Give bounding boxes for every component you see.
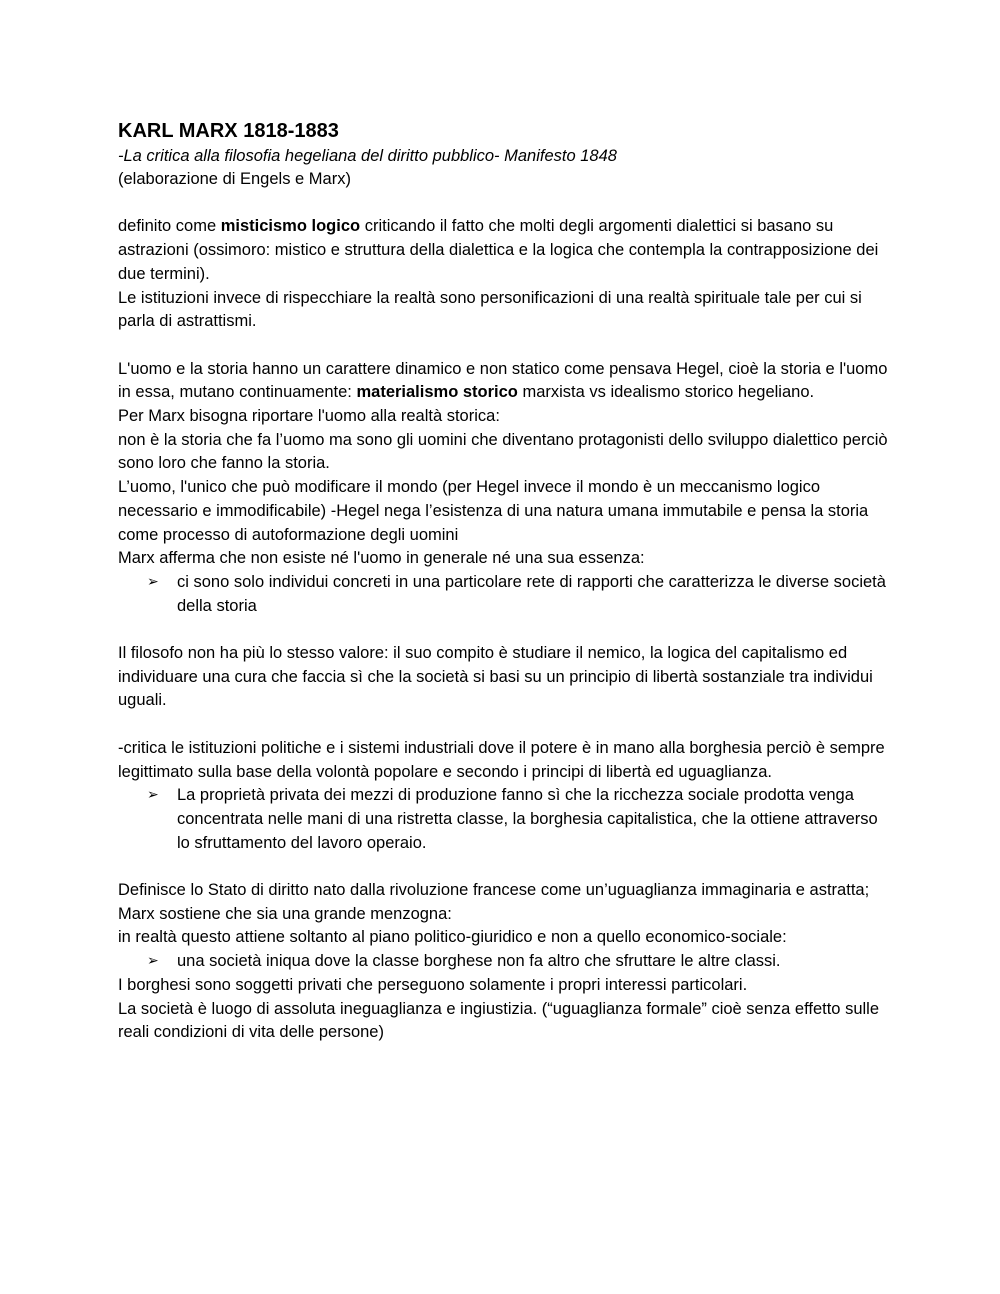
list-item-text: una società iniqua dove la classe borghese non fa altro che sfruttare le altre classi. bbox=[177, 952, 781, 971]
text-span: definito come bbox=[118, 217, 221, 236]
document-note: (elaborazione di Engels e Marx) bbox=[118, 170, 351, 188]
text-span: marxista vs idealismo storico hegeliano. bbox=[517, 383, 815, 402]
text-span: L'uomo e la storia hanno un carattere dinamico e non statico come pensava Hegel, cioè la storia e l'uomo in essa, mutano continuamente: bbox=[118, 359, 888, 402]
paragraph-piano-politico: in realtà questo attiene soltanto al piano politico-giuridico e non a quello economico-sociale: bbox=[118, 928, 787, 947]
title-years: 1818-1883 bbox=[237, 120, 339, 142]
paragraph-societa: La società è luogo di assoluta ineguaglianza e ingiustizia. (“uguaglianza formale” cioè senza effetto sulle reali condizioni di vita delle persone) bbox=[118, 999, 880, 1042]
bullet-list bbox=[118, 571, 888, 618]
list-item bbox=[147, 950, 888, 974]
document-subtitle: -La critica alla filosofia hegeliana del diritto pubblico- Manifesto 1848 bbox=[118, 147, 617, 165]
paragraph-realta-storica: Per Marx bisogna riportare l'uomo alla realtà storica: bbox=[118, 407, 500, 425]
list-item-text: La proprietà privata dei mezzi di produzione fanno sì che la ricchezza sociale prodotta venga concentrata nelle mani di una ristretta classe, la borghesia capitalistica, che la ottiene attraverso lo sfruttamento del lavoro operaio. bbox=[177, 786, 878, 852]
text-span: criticando il fatto che molti degli argomenti dialettici si basano su astrazioni (ossimoro: mistico e struttura della dialettica e la logica che contempla la contrapposizione dei due termini). bbox=[118, 217, 879, 283]
paragraph-borghesi: I borghesi sono soggetti privati che perseguono solamente i propri interessi particolari. bbox=[118, 975, 748, 994]
bullet-list bbox=[118, 950, 888, 974]
paragraph-essenza: Marx afferma che non esiste né l'uomo in generale né una sua essenza: bbox=[118, 549, 645, 568]
bullet-list bbox=[118, 784, 888, 855]
paragraph-stato-diritto: Definisce lo Stato di diritto nato dalla rivoluzione francese come un’uguaglianza immaginaria e astratta; Marx sostiene che sia una grande menzogna: bbox=[118, 881, 870, 923]
arrow-bullet-icon: ➢ bbox=[147, 953, 159, 970]
document-page bbox=[118, 118, 888, 1045]
title-name: KARL MARX bbox=[118, 120, 238, 142]
paragraph-materialismo bbox=[118, 358, 888, 405]
paragraph-misticismo bbox=[118, 215, 888, 286]
list-item bbox=[147, 571, 888, 618]
arrow-bullet-icon: ➢ bbox=[147, 787, 159, 804]
arrow-bullet-icon: ➢ bbox=[147, 573, 159, 590]
paragraph-protagonisti: non è la storia che fa l’uomo ma sono gli uomini che diventano protagonisti dello sviluppo dialettico perciò sono loro che fanno la storia. bbox=[118, 430, 888, 473]
document-title bbox=[118, 118, 888, 144]
bold-term-materialismo: materialismo storico bbox=[356, 383, 518, 402]
paragraph-critica-istituzioni: -critica le istituzioni politiche e i sistemi industriali dove il potere è in mano alla borghesia perciò è sempre legittimato sulla base della volontà popolare e secondo i principi di libertà ed uguaglianza. bbox=[118, 738, 885, 781]
list-item bbox=[147, 784, 888, 855]
paragraph-istituzioni: Le istituzioni invece di rispecchiare la realtà sono personificazioni di una realtà spirituale tale per cui si parla di astrattismi. bbox=[118, 288, 862, 331]
bold-term-misticismo: misticismo logico bbox=[220, 217, 361, 236]
list-item-text: ci sono solo individui concreti in una particolare rete di rapporti che caratterizza le diverse società della storia bbox=[177, 572, 886, 615]
paragraph-uomo-modifica: L’uomo, l'unico che può modificare il mondo (per Hegel invece il mondo è un meccanismo logico necessario e immodificabile) -Hegel nega l’esistenza di una natura umana immutabile e pensa la storia come processo di autoformazione degli uomini bbox=[118, 478, 869, 544]
paragraph-filosofo: Il filosofo non ha più lo stesso valore: il suo compito è studiare il nemico, la logica del capitalismo ed individuare una cura che faccia sì che la società si basi su un principio di libertà sostanziale tra individui uguali. bbox=[118, 644, 873, 710]
